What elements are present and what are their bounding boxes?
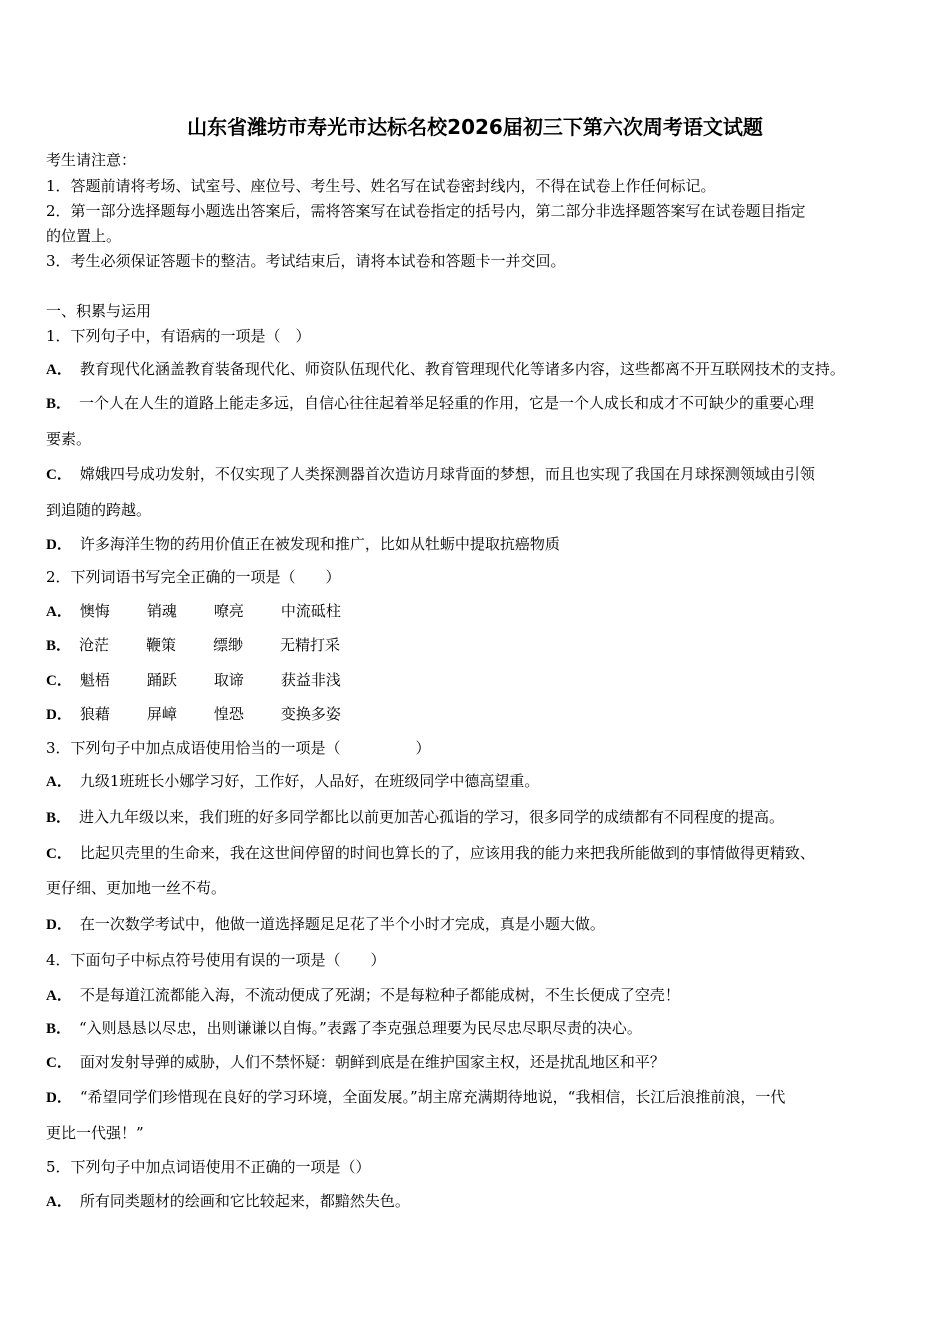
option-label: A． xyxy=(46,774,72,790)
option-d xyxy=(46,914,605,935)
option-text-cont: 要素。 xyxy=(46,430,92,448)
option-text: 比起贝壳里的生命来，我在这世间停留的时间也算长的了，应该用我的能力来把我所能做到的事情做得更精致、 xyxy=(79,844,815,862)
notice-item: 3．考生必须保证答题卡的整洁。考试结束后，请将本试卷和答题卡一并交回。 xyxy=(46,252,566,270)
option-label: A． xyxy=(46,604,72,620)
option-text: 不是每道江流都能入海，不流动便成了死湖；不是每粒种子都能成树，不生长便成了空壳！ xyxy=(79,986,680,1004)
option-label: D． xyxy=(46,1090,72,1106)
word: 中流砥柱 xyxy=(280,602,341,620)
option-label: B． xyxy=(46,396,72,412)
notice-item: 2．第一部分选择题每小题选出答案后，需将答案写在试卷指定的括号内，第二部分非选择题答案写在试卷题目指定 xyxy=(46,202,806,220)
word: 无精打采 xyxy=(280,636,341,654)
notice-item: 1．答题前请将考场、试室号、座位号、考生号、姓名写在试卷密封线内，不得在试卷上作任何标记。 xyxy=(46,177,716,195)
option-label: B． xyxy=(46,1021,72,1037)
word: 狼藉 xyxy=(79,705,110,723)
option-d xyxy=(46,1087,785,1108)
question-stem: 2．下列词语书写完全正确的一项是（ ） xyxy=(46,568,341,586)
option-a xyxy=(46,359,845,380)
option-label: D． xyxy=(46,707,72,723)
question-stem: 5．下列句子中加点词语使用不正确的一项是（） xyxy=(46,1158,371,1176)
notice-item: 的位置上。 xyxy=(46,227,122,245)
option-label: D． xyxy=(46,537,72,553)
word: 嘹亮 xyxy=(213,602,244,620)
option-label: C． xyxy=(46,673,72,689)
option-c xyxy=(46,464,815,485)
word: 懊悔 xyxy=(79,602,110,620)
option-label: B． xyxy=(46,638,72,654)
option-c xyxy=(46,670,341,691)
option-label: A． xyxy=(46,362,72,378)
option-label: C． xyxy=(46,467,72,483)
option-b xyxy=(46,635,340,656)
option-label: C． xyxy=(46,1055,72,1071)
option-label: A． xyxy=(46,1194,72,1210)
question-stem: 1．下列句子中，有语病的一项是（ ） xyxy=(46,327,311,345)
option-b xyxy=(46,1018,642,1039)
question-stem: 3．下列句子中加点成语使用恰当的一项是（ ） xyxy=(46,739,431,757)
option-d xyxy=(46,534,560,555)
option-b xyxy=(46,807,784,828)
option-a xyxy=(46,771,539,792)
word: 取谛 xyxy=(213,671,244,689)
option-label: B． xyxy=(46,810,72,826)
word: 缥缈 xyxy=(213,636,244,654)
word: 踊跃 xyxy=(146,671,177,689)
option-text: 面对发射导弹的威胁，人们不禁怀疑：朝鲜到底是在维护国家主权，还是扰乱地区和平？ xyxy=(79,1053,665,1071)
option-label: D． xyxy=(46,917,72,933)
option-text: 在一次数学考试中，他做一道选择题足足花了半个小时才完成，真是小题大做。 xyxy=(79,915,605,933)
option-d xyxy=(46,704,341,725)
option-text: 进入九年级以来，我们班的好多同学都比以前更加苦心孤诣的学习，很多同学的成绩都有不同程度的提高。 xyxy=(79,808,785,826)
option-text: 一个人在人生的道路上能走多远，自信心往往起着举足轻重的作用，它是一个人成长和成才不可缺少的重要心理 xyxy=(79,394,815,412)
word: 屏嶂 xyxy=(146,705,177,723)
option-text: 所有同类题材的绘画和它比较起来，都黯然失色。 xyxy=(79,1192,410,1210)
option-text: 嫦娥四号成功发射，不仅实现了人类探测器首次造访月球背面的梦想，而且也实现了我国在月球探测领域由引领 xyxy=(79,465,815,483)
page-title: 山东省潍坊市寿光市达标名校2026届初三下第六次周考语文试题 xyxy=(187,115,763,139)
notice-heading: 考生请注意： xyxy=(46,151,137,169)
word: 惶恐 xyxy=(213,705,244,723)
option-text: “希望同学们珍惜现在良好的学习环境，全面发展。”胡主席充满期待地说，“我相信，长江后浪推前浪，一代 xyxy=(79,1088,786,1106)
word: 沧茫 xyxy=(79,636,110,654)
word: 鞭策 xyxy=(146,636,177,654)
option-a xyxy=(46,985,680,1006)
option-a xyxy=(46,1191,410,1212)
option-text-cont: 更比一代强！” xyxy=(46,1124,144,1142)
option-text: 教育现代化涵盖教育装备现代化、师资队伍现代化、教育管理现代化等诸多内容，这些都离不开互联网技术的支持。 xyxy=(79,360,845,378)
option-a xyxy=(46,601,341,622)
option-text: “入则恳恳以尽忠，出则谦谦以自悔。”表露了李克强总理要为民尽忠尽职尽责的决心。 xyxy=(79,1019,642,1037)
option-b xyxy=(46,393,814,414)
option-label: C． xyxy=(46,846,72,862)
option-c xyxy=(46,843,815,864)
option-text: 许多海洋生物的药用价值正在被发现和推广，比如从牡蛎中提取抗癌物质 xyxy=(79,535,560,553)
word: 魁梧 xyxy=(79,671,110,689)
option-c xyxy=(46,1052,665,1073)
section-heading: 一、积累与运用 xyxy=(46,302,152,320)
option-text-cont: 到追随的跨越。 xyxy=(46,501,152,519)
question-stem: 4．下面句子中标点符号使用有误的一项是（ ） xyxy=(46,951,386,969)
word: 销魂 xyxy=(146,602,177,620)
option-text-cont: 更仔细、更加地一丝不苟。 xyxy=(46,879,227,897)
word: 变换多姿 xyxy=(280,705,341,723)
option-text: 九级1班班长小娜学习好，工作好，人品好，在班级同学中德高望重。 xyxy=(79,772,540,790)
option-label: A． xyxy=(46,988,72,1004)
word: 获益非浅 xyxy=(280,671,341,689)
